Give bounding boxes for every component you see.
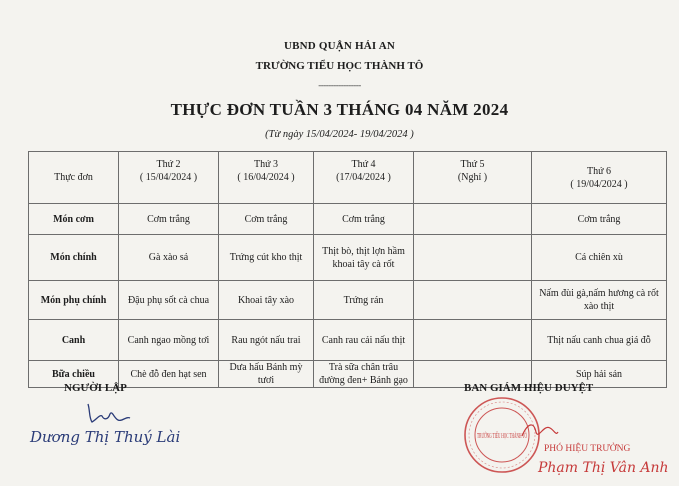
preparer-initial-signature bbox=[84, 400, 134, 426]
table-cell: Cá chiên xù bbox=[532, 235, 667, 281]
table-cell: Trứng cút kho thịt bbox=[219, 235, 314, 281]
day-header bbox=[314, 152, 414, 204]
row-label: Món chính bbox=[29, 235, 119, 281]
table-cell: Khoai tây xào bbox=[219, 281, 314, 320]
day-name: Thứ 4 bbox=[351, 159, 376, 170]
day-name: Thứ 3 bbox=[253, 159, 279, 170]
day-date: ( 19/04/2024 ) bbox=[570, 178, 628, 190]
approver-title: PHÓ HIỆU TRƯỞNG bbox=[544, 444, 631, 454]
preparer-signature: Dương Thị Thuý Lài bbox=[30, 428, 181, 446]
table-cell bbox=[414, 281, 532, 320]
table-cell: Thịt nấu canh chua giá đỗ bbox=[532, 320, 667, 361]
table-cell: Canh ngao mồng tơi bbox=[119, 320, 219, 361]
table-cell bbox=[414, 320, 532, 361]
school-name: TRƯỜNG TIỂU HỌC THÀNH TÔ bbox=[255, 60, 424, 72]
table-cell: Canh rau cải nấu thịt bbox=[314, 320, 414, 361]
menu-table bbox=[28, 151, 667, 388]
table-cell: Cơm trắng bbox=[119, 204, 219, 235]
board-title: BAN GIÁM HIỆU DUYỆT bbox=[464, 382, 594, 394]
day-name: Thứ 2 bbox=[156, 159, 181, 170]
row-label: Món cơm bbox=[29, 204, 119, 235]
table-cell bbox=[414, 204, 532, 235]
approver-signature: Phạm Thị Vân Anh bbox=[538, 460, 669, 476]
table-cell: Trà sữa chân trâu đường đen+ Bánh gạo bbox=[314, 361, 414, 388]
table-row bbox=[29, 204, 667, 235]
day-name: Thứ 6 bbox=[586, 165, 612, 177]
approver-initial-signature bbox=[520, 418, 560, 442]
table-cell: Rau ngót nấu trai bbox=[219, 320, 314, 361]
day-header bbox=[119, 152, 219, 204]
table-cell: Gà xào sả bbox=[119, 235, 219, 281]
row-label: Món phụ chính bbox=[29, 281, 119, 320]
table-cell: Cơm trắng bbox=[219, 204, 314, 235]
table-row bbox=[29, 320, 667, 361]
day-header bbox=[219, 152, 314, 204]
org-name: UBND QUẬN HẢI AN bbox=[283, 40, 396, 52]
header-divider: ----------------- bbox=[318, 80, 361, 90]
row-label: Bữa chiều bbox=[29, 361, 119, 388]
table-cell: Chè đỗ đen hạt sen bbox=[119, 361, 219, 388]
row-label: Canh bbox=[29, 320, 119, 361]
table-cell: Trứng rán bbox=[314, 281, 414, 320]
table-cell: Dưa hấu Bánh mỳ tươi bbox=[219, 361, 314, 388]
table-cell bbox=[414, 235, 532, 281]
corner-header: Thực đơn bbox=[29, 152, 119, 204]
day-header bbox=[532, 152, 667, 204]
table-cell: Súp hải sản bbox=[532, 361, 667, 388]
day-date: (Nghỉ ) bbox=[457, 172, 488, 183]
table-cell: Nấm đùi gà,nấm hương cà rốt xào thịt bbox=[532, 281, 667, 320]
day-date: ( 16/04/2024 ) bbox=[237, 172, 295, 183]
table-header-row bbox=[29, 152, 667, 204]
table-cell: Thịt bò, thịt lợn hầm khoai tây cà rốt bbox=[314, 235, 414, 281]
page-title: THỰC ĐƠN TUẦN 3 THÁNG 04 NĂM 2024 bbox=[170, 100, 509, 119]
date-range: (Từ ngày 15/04/2024- 19/04/2024 ) bbox=[265, 129, 414, 140]
stamp-text: TRƯỜNG TIỂU HỌC THÀNH TÔ bbox=[477, 431, 585, 440]
table-cell: Cơm trắng bbox=[314, 204, 414, 235]
day-date: (17/04/2024 ) bbox=[336, 172, 391, 183]
table-cell: Đậu phụ sốt cà chua bbox=[119, 281, 219, 320]
table-row bbox=[29, 281, 667, 320]
table-cell: Cơm trắng bbox=[532, 204, 667, 235]
table-row bbox=[29, 235, 667, 281]
day-name: Thứ 5 bbox=[460, 159, 485, 170]
day-date: ( 15/04/2024 ) bbox=[139, 172, 198, 183]
day-header bbox=[414, 152, 532, 204]
preparer-title: NGƯỜI LẬP bbox=[64, 382, 127, 394]
